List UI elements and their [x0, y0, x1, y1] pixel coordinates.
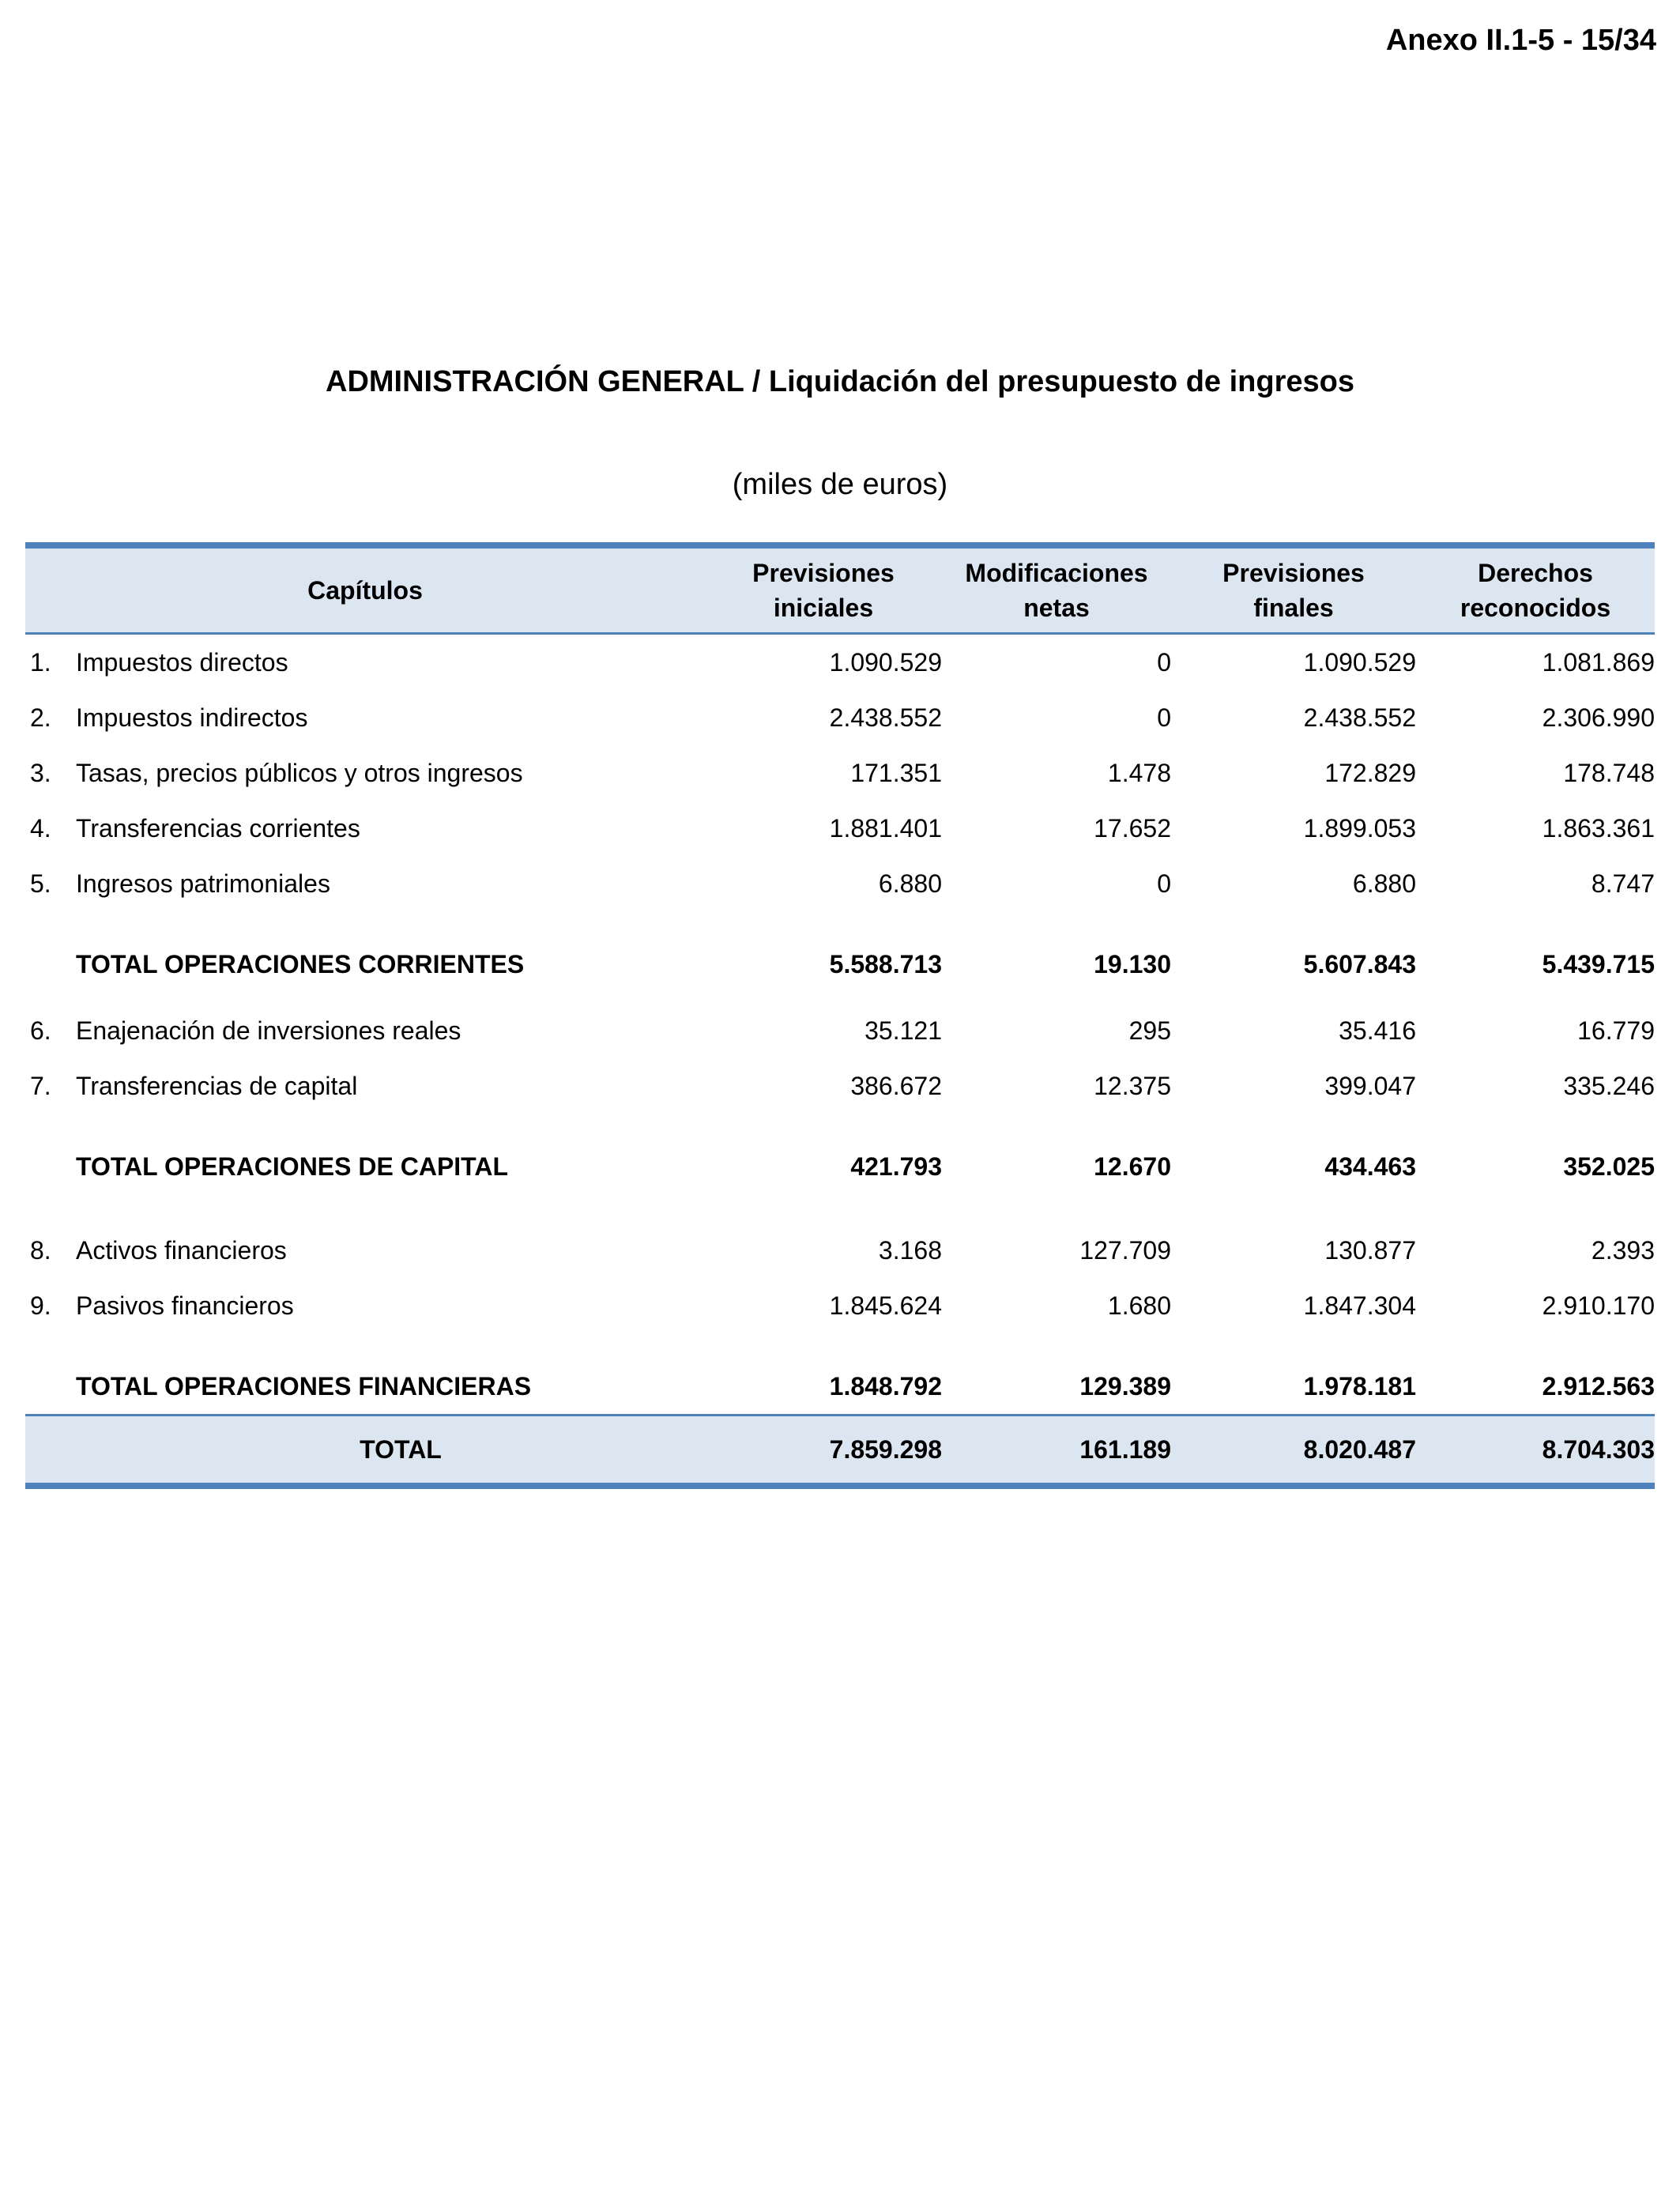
table-row: 1. Impuestos directos 1.090.529 0 1.090.529 1.081.869 — [30, 647, 1655, 677]
total-previsiones-iniciales: 7.859.298 — [705, 1416, 942, 1487]
table-row: 8. Activos financieros 3.168 127.709 130.877 2.393 — [30, 1235, 1655, 1265]
annex-reference: Anexo II.1-5 - 15/34 — [1385, 24, 1656, 57]
total-row — [25, 1416, 1655, 1487]
header-previsiones-finales: Previsiones finales — [1171, 545, 1416, 634]
table-row: 9. Pasivos financieros 1.845.624 1.680 1.847.304 2.910.170 — [30, 1291, 1655, 1320]
table-row: 3. Tasas, precios públicos y otros ingresos 171.351 1.478 172.829 178.748 — [30, 758, 1655, 787]
budget-table — [25, 542, 1655, 1489]
subtotal-row-corrientes: TOTAL OPERACIONES CORRIENTES 5.588.713 19.130 5.607.843 5.439.715 — [76, 949, 1655, 978]
subtotal-row-financieras: TOTAL OPERACIONES FINANCIERAS 1.848.792 129.389 1.978.181 2.912.563 — [76, 1371, 1655, 1400]
units-subtitle: (miles de euros) — [732, 468, 948, 501]
total-previsiones-finales: 8.020.487 — [1171, 1416, 1416, 1487]
total-derechos: 8.704.303 — [1416, 1416, 1655, 1487]
header-capitulos: Capítulos — [25, 545, 705, 634]
header-previsiones-iniciales: Previsiones iniciales — [705, 545, 942, 634]
header-derechos-reconocidos: Derechos reconocidos — [1416, 545, 1655, 634]
table-row: 2. Impuestos indirectos 2.438.552 0 2.438.552 2.306.990 — [30, 703, 1655, 732]
table-row: 4. Transferencias corrientes 1.881.401 17.652 1.899.053 1.863.361 — [30, 813, 1655, 843]
table-header-row — [25, 545, 1655, 634]
table-row: 7. Transferencias de capital 386.672 12.375 399.047 335.246 — [30, 1071, 1655, 1100]
table-row: 6. Enajenación de inversiones reales 35.121 295 35.416 16.779 — [30, 1016, 1655, 1045]
page-title: ADMINISTRACIÓN GENERAL / Liquidación del presupuesto de ingresos — [326, 365, 1354, 398]
header-modificaciones-netas: Modificaciones netas — [942, 545, 1171, 634]
subtotal-row-capital: TOTAL OPERACIONES DE CAPITAL 421.793 12.670 434.463 352.025 — [76, 1152, 1655, 1181]
total-label: TOTAL — [25, 1416, 705, 1487]
total-modificaciones: 161.189 — [942, 1416, 1171, 1487]
table-row: 5. Ingresos patrimoniales 6.880 0 6.880 8.747 — [30, 869, 1655, 898]
